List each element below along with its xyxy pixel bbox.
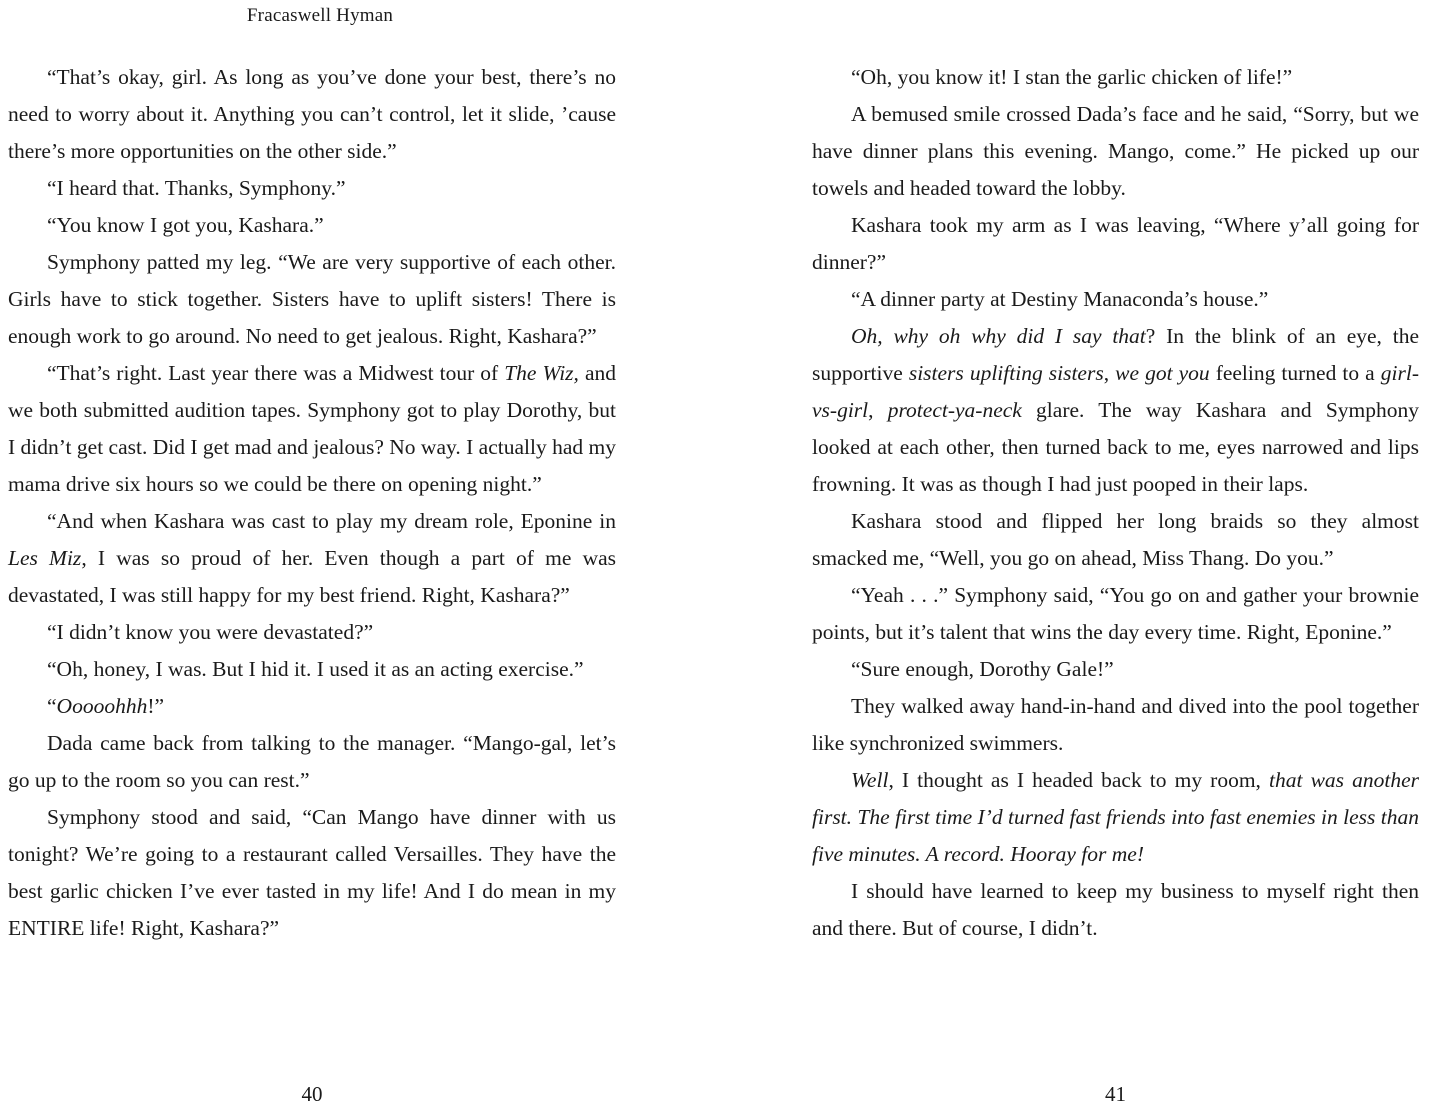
paragraph xyxy=(8,503,616,614)
text-run: A bemused smile crossed Dada’s face and he said, “Sorry, but we have dinner plans this evening. Mango, come.” He picked up our towels and headed toward the lobby. xyxy=(812,102,1419,200)
text-run: “Oh, you know it! I stan the garlic chicken of life!” xyxy=(851,65,1293,89)
paragraph xyxy=(8,651,616,688)
paragraph xyxy=(812,577,1419,651)
text-run: Symphony patted my leg. “We are very supportive of each other. Girls have to stick together. Sisters have to uplift sisters! There is enough work to go around. No need to get jealous. Right, Kashara?” xyxy=(8,250,616,348)
paragraph xyxy=(8,799,616,947)
paragraph xyxy=(8,207,616,244)
paragraph xyxy=(812,281,1419,318)
text-run: Kashara took my arm as I was leaving, “Where y’all going for dinner?” xyxy=(812,213,1419,274)
paragraph xyxy=(812,318,1419,503)
page-number: 41 xyxy=(1105,1082,1126,1106)
paragraph xyxy=(812,503,1419,577)
text-run: , I was so proud of her. Even though a part of me was devastated, I was still happy for my best friend. Right, Kashara?” xyxy=(8,546,616,607)
paragraph xyxy=(8,59,616,170)
italic-text: Oh, why oh why did I say that xyxy=(851,324,1146,348)
text-run: “I didn’t know you were devastated?” xyxy=(47,620,374,644)
text-run: “I heard that. Thanks, Symphony.” xyxy=(47,176,346,200)
text-run: “ xyxy=(47,694,57,718)
running-head: Fracaswell Hyman xyxy=(246,5,394,26)
paragraph xyxy=(8,355,616,503)
text-run: , xyxy=(868,398,888,422)
text-run: ? In the blink of an eye, the supportive xyxy=(812,324,1419,385)
italic-text: Les Miz xyxy=(8,546,82,570)
text-run: “Yeah . . .” Symphony said, “You go on and gather your brownie points, but it’s talent that wins the day every time. Right, Eponine.” xyxy=(812,583,1419,644)
paragraph xyxy=(8,725,616,799)
paragraph xyxy=(812,651,1419,688)
text-run: I should have learned to keep my business to myself right then and there. But of course, I didn’t. xyxy=(812,879,1419,940)
italic-text: Ooooohhh xyxy=(56,694,148,718)
paragraph xyxy=(812,96,1419,207)
page-number: 40 xyxy=(301,1082,323,1106)
paragraph xyxy=(812,873,1419,947)
paragraph xyxy=(8,688,616,725)
right-page xyxy=(812,0,1419,1111)
text-run: “Oh, honey, I was. But I hid it. I used it as an acting exercise.” xyxy=(47,657,584,681)
text-run: !” xyxy=(147,694,165,718)
right-page-body xyxy=(812,59,1419,947)
paragraph xyxy=(8,614,616,651)
text-run: Dada came back from talking to the manager. “Mango-gal, let’s go up to the room so you can rest.” xyxy=(8,731,616,792)
text-run: feeling turned to a xyxy=(1209,361,1381,385)
italic-text: sisters uplifting sisters xyxy=(908,361,1104,385)
italic-text: The Wiz, xyxy=(504,361,579,385)
paragraph xyxy=(812,207,1419,281)
paragraph xyxy=(812,688,1419,762)
text-run: and we both submitted audition tapes. Symphony got to play Dorothy, but I didn’t get cast. Did I get mad and jealous? No way. I actually had my mama drive six hours so we could be there on opening night.” xyxy=(8,361,616,496)
text-run: , xyxy=(1103,361,1116,385)
italic-text: girl-vs-girl xyxy=(812,361,1419,422)
left-page xyxy=(8,0,616,1111)
italic-text: we got you xyxy=(1115,361,1210,385)
text-run: They walked away hand-in-hand and dived into the pool together like synchronized swimmers. xyxy=(812,694,1419,755)
text-run: “A dinner party at Destiny Manaconda’s house.” xyxy=(851,287,1269,311)
text-run: Kashara stood and flipped her long braids so they almost smacked me, “Well, you go on ahead, Miss Thang. Do you.” xyxy=(812,509,1419,570)
paragraph xyxy=(812,762,1419,873)
paragraph xyxy=(812,59,1419,96)
paragraph xyxy=(8,170,616,207)
paragraph xyxy=(8,244,616,355)
text-run: “That’s okay, girl. As long as you’ve done your best, there’s no need to worry about it. Anything you can’t control, let it slide, ’cause there’s more opportunities on the other side.” xyxy=(8,65,616,163)
left-page-body xyxy=(8,59,616,947)
italic-text: that was another first. The first time I’d turned fast friends into fast enemies in less than five minutes. A record. Hooray for me! xyxy=(812,768,1419,866)
italic-text: Well xyxy=(851,768,889,792)
text-run: , I thought as I headed back to my room, xyxy=(888,768,1270,792)
text-run: “That’s right. Last year there was a Midwest tour of xyxy=(47,361,505,385)
text-run: glare. The way Kashara and Symphony looked at each other, then turned back to me, eyes narrowed and lips frowning. It was as though I had just pooped in their laps. xyxy=(812,398,1419,496)
text-run: “And when Kashara was cast to play my dream role, Eponine in xyxy=(47,509,616,533)
text-run: “You know I got you, Kashara.” xyxy=(47,213,324,237)
text-run: “Sure enough, Dorothy Gale!” xyxy=(851,657,1114,681)
text-run: Symphony stood and said, “Can Mango have dinner with us tonight? We’re going to a restaurant called Versailles. They have the best garlic chicken I’ve ever tasted in my life! And I do mean in my ENTIRE life! Right, Kashara?” xyxy=(8,805,616,940)
italic-text: protect-ya-neck xyxy=(887,398,1022,422)
